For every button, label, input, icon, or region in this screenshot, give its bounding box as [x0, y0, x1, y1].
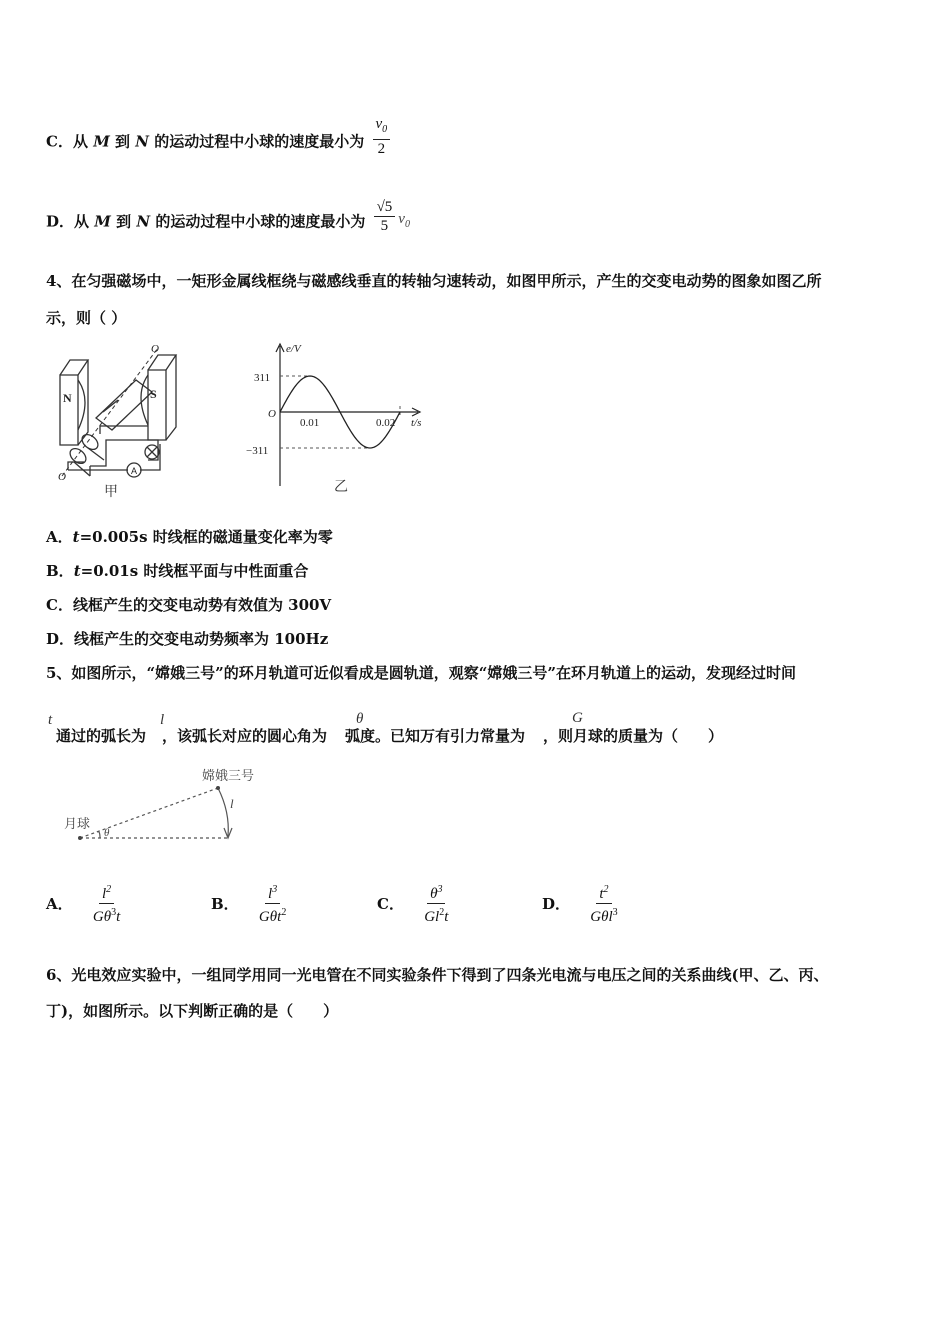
label-theta: θ [104, 827, 110, 839]
x-tick-002: 0.02 [376, 417, 396, 429]
label-moon: 月球 [64, 817, 91, 832]
angle-theta-arc [97, 832, 100, 838]
q5-option-d: D． $\frac{t^2}{G\theta l^3}$ [542, 884, 618, 925]
q3-option-d: D．从 M 到 N 的运动过程中小球的速度最小为 $\frac{√5}{5}$ $v_0$ [46, 199, 410, 234]
s-magnet [148, 370, 166, 440]
q4-option-a: A．t=0.005s 时线框的磁通量变化率为零 [46, 528, 333, 546]
q4-stem-line2: 示，则（ ） [46, 309, 127, 327]
q4-stem-line1: 4、在匀强磁场中，一矩形金属线框绕与磁感线垂直的转轴匀速转动，如图甲所示，产生的交变电动势的图象如图乙所 [46, 272, 822, 290]
x-tick-001: 0.01 [300, 417, 320, 429]
y-axis-label: e/V [286, 343, 301, 355]
q5-orbit-figure [60, 766, 280, 850]
q4-option-b: B．t=0.01s 时线框平面与中性面重合 [46, 562, 309, 580]
y-tick-311: 311 [254, 372, 271, 384]
label-s: S [150, 387, 157, 401]
q5-stem-line1: 5、如图所示，“嫦娥三号”的环月轨道可近似看成是圆轨道，观察“嫦娥三号”在环月轨道上的运动，发现经过时间 [46, 664, 796, 682]
q3-d-fraction: $\frac{√5}{5}$ [374, 199, 396, 234]
q4-option-d: D．线框产生的交变电动势频率为 100Hz [46, 630, 329, 648]
label-o-bottom: O [58, 471, 66, 483]
q3-option-c: C．从 M 到 N 的运动过程中小球的速度最小为 $\frac{v_0}{2}$ [46, 122, 393, 163]
q5-symbol-theta: θ [356, 711, 364, 727]
q5-symbol-l: l [160, 712, 165, 728]
q5-symbol-t: t [48, 712, 53, 728]
q3-c-fraction: $\frac{v_0}{2}$ [373, 116, 391, 157]
label-o-top: O [151, 343, 159, 355]
arc-l [218, 788, 228, 836]
q5-symbol-g: G [572, 710, 583, 726]
label-n: N [63, 391, 72, 405]
q6-stem-line2: 丁)，如图所示。以下判断正确的是（ ） [46, 1002, 339, 1020]
craft-dot [216, 786, 220, 790]
q5-option-b: B． $\frac{l^3}{G\theta t^2}$ [211, 884, 287, 925]
q4-option-c: C．线框产生的交变电动势有效值为 300V [46, 596, 332, 614]
radius-to-craft [80, 788, 218, 838]
q4-figure-jia [48, 340, 198, 500]
n-magnet [60, 375, 78, 445]
label-craft: 嫦娥三号 [202, 769, 255, 784]
x-axis-label: t/s [411, 417, 422, 429]
q5-option-a: A． $\frac{l^2}{G\theta^3t}$ [46, 884, 121, 925]
caption-yi: 乙 [334, 479, 348, 495]
y-tick-neg311: −311 [246, 445, 269, 457]
label-meter: A [131, 466, 138, 476]
q4-figure-yi-chart [240, 338, 440, 498]
origin-label: O [268, 408, 276, 420]
q5-stem-line2: 通过的弧长为 ，该弧长对应的圆心角为 弧度。已知万有引力常量为 ，则月球的质量为（ ） [56, 727, 724, 745]
label-l: l [230, 796, 234, 811]
caption-jia: 甲 [104, 484, 118, 500]
moon-center-dot [78, 836, 82, 840]
q5-option-c: C． $\frac{\theta^3}{Gl^2t}$ [377, 884, 449, 925]
q6-stem-line1: 6、光电效应实验中，一组同学用同一光电管在不同实验条件下得到了四条光电流与电压之间的关系曲线(甲、乙、丙、 [46, 966, 829, 984]
